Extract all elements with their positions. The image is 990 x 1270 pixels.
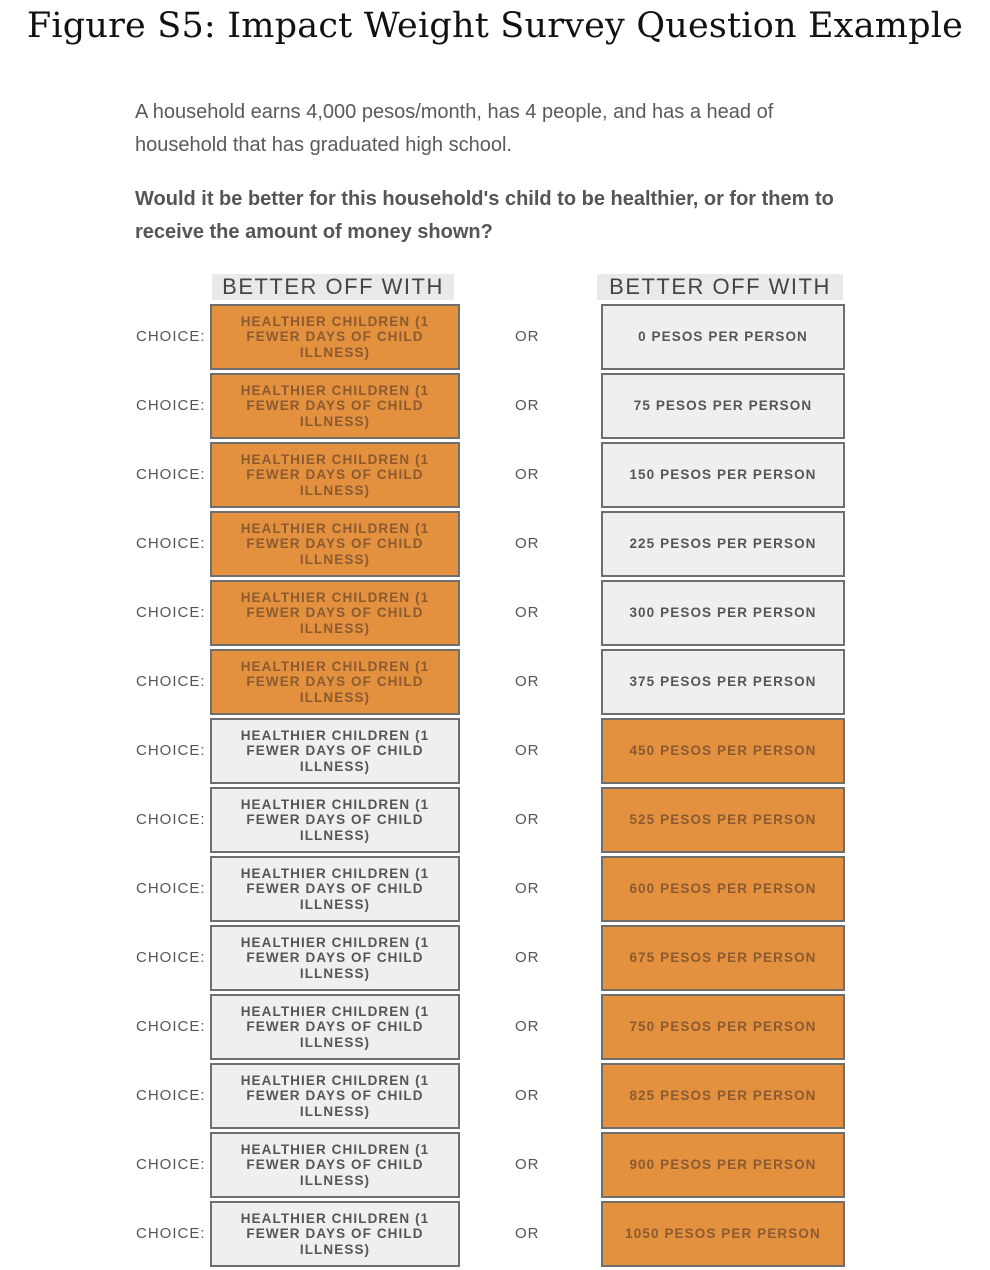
- survey-question: [135, 96, 875, 1257]
- money-option-label: 750 PESOS PER PERSON: [629, 1019, 817, 1035]
- choice-row: [135, 1063, 875, 1132]
- money-option-button[interactable]: [601, 442, 845, 508]
- choice-row: [135, 718, 875, 787]
- money-option-label: 525 PESOS PER PERSON: [629, 812, 817, 828]
- money-option-label: 675 PESOS PER PERSON: [629, 950, 817, 966]
- money-option-label: 375 PESOS PER PERSON: [629, 674, 817, 690]
- choice-label: CHOICE:: [136, 1156, 206, 1173]
- choice-row: [135, 442, 875, 511]
- money-option-button[interactable]: [601, 856, 845, 922]
- choice-label: CHOICE:: [136, 742, 206, 759]
- health-option-label: HEALTHIER CHILDREN (1 FEWER DAYS OF CHILD ILLNESS): [240, 589, 430, 636]
- money-option-label: 300 PESOS PER PERSON: [629, 605, 817, 621]
- money-option-button[interactable]: [601, 1132, 845, 1198]
- column-headers: [135, 274, 875, 300]
- or-separator: OR: [515, 604, 540, 621]
- or-separator: OR: [515, 535, 540, 552]
- health-option-label: HEALTHIER CHILDREN (1 FEWER DAYS OF CHILD ILLNESS): [240, 796, 430, 843]
- money-option-button[interactable]: [601, 304, 845, 370]
- choice-row: [135, 994, 875, 1063]
- health-option-button[interactable]: [210, 442, 460, 508]
- figure-title: Figure S5: Impact Weight Survey Question Example: [26, 6, 964, 46]
- health-option-label: HEALTHIER CHILDREN (1 FEWER DAYS OF CHILD ILLNESS): [240, 865, 430, 912]
- money-option-button[interactable]: [601, 787, 845, 853]
- health-option-button[interactable]: [210, 994, 460, 1060]
- money-option-button[interactable]: [601, 580, 845, 646]
- or-separator: OR: [515, 811, 540, 828]
- health-option-button[interactable]: [210, 718, 460, 784]
- money-option-button[interactable]: [601, 511, 845, 577]
- right-column-header: BETTER OFF WITH: [597, 274, 843, 300]
- choice-row: [135, 304, 875, 373]
- health-option-label: HEALTHIER CHILDREN (1 FEWER DAYS OF CHILD ILLNESS): [240, 382, 430, 429]
- or-separator: OR: [515, 1087, 540, 1104]
- money-option-label: 225 PESOS PER PERSON: [629, 536, 817, 552]
- choice-label: CHOICE:: [136, 466, 206, 483]
- money-option-label: 450 PESOS PER PERSON: [629, 743, 817, 759]
- left-column-header: BETTER OFF WITH: [212, 274, 454, 300]
- health-option-label: HEALTHIER CHILDREN (1 FEWER DAYS OF CHILD ILLNESS): [240, 451, 430, 498]
- health-option-button[interactable]: [210, 580, 460, 646]
- or-separator: OR: [515, 673, 540, 690]
- health-option-label: HEALTHIER CHILDREN (1 FEWER DAYS OF CHILD ILLNESS): [240, 727, 430, 774]
- health-option-label: HEALTHIER CHILDREN (1 FEWER DAYS OF CHILD ILLNESS): [240, 1210, 430, 1257]
- money-option-label: 150 PESOS PER PERSON: [629, 467, 817, 483]
- health-option-button[interactable]: [210, 649, 460, 715]
- household-description: A household earns 4,000 pesos/month, has 4 people, and has a head of household that has graduated high school.: [135, 101, 774, 156]
- choice-row: [135, 1201, 875, 1270]
- or-separator: OR: [515, 466, 540, 483]
- choice-label: CHOICE:: [136, 397, 206, 414]
- health-option-button[interactable]: [210, 925, 460, 991]
- money-option-button[interactable]: [601, 649, 845, 715]
- health-option-button[interactable]: [210, 1132, 460, 1198]
- health-option-button[interactable]: [210, 304, 460, 370]
- money-option-label: 600 PESOS PER PERSON: [629, 881, 817, 897]
- or-separator: OR: [515, 1018, 540, 1035]
- choice-row: [135, 856, 875, 925]
- choice-row: [135, 373, 875, 442]
- health-option-label: HEALTHIER CHILDREN (1 FEWER DAYS OF CHILD ILLNESS): [240, 520, 430, 567]
- money-option-button[interactable]: [601, 1063, 845, 1129]
- choice-label: CHOICE:: [136, 1225, 206, 1242]
- or-separator: OR: [515, 397, 540, 414]
- health-option-label: HEALTHIER CHILDREN (1 FEWER DAYS OF CHILD ILLNESS): [240, 934, 430, 981]
- money-option-button[interactable]: [601, 925, 845, 991]
- or-separator: OR: [515, 949, 540, 966]
- money-option-label: 75 PESOS PER PERSON: [633, 398, 813, 414]
- health-option-label: HEALTHIER CHILDREN (1 FEWER DAYS OF CHILD ILLNESS): [240, 313, 430, 360]
- choice-row: [135, 511, 875, 580]
- or-separator: OR: [515, 1225, 540, 1242]
- health-option-button[interactable]: [210, 787, 460, 853]
- survey-prompt: Would it be better for this household's child to be healthier, or for them to receive the amount of money shown?: [135, 188, 834, 243]
- or-separator: OR: [515, 742, 540, 759]
- money-option-button[interactable]: [601, 373, 845, 439]
- choice-row: [135, 649, 875, 718]
- money-option-label: 825 PESOS PER PERSON: [629, 1088, 817, 1104]
- choice-row: [135, 925, 875, 994]
- money-option-button[interactable]: [601, 718, 845, 784]
- choice-row: [135, 787, 875, 856]
- choice-label: CHOICE:: [136, 1087, 206, 1104]
- choice-row: [135, 1132, 875, 1201]
- choice-label: CHOICE:: [136, 604, 206, 621]
- health-option-button[interactable]: [210, 511, 460, 577]
- choice-label: CHOICE:: [136, 328, 206, 345]
- health-option-button[interactable]: [210, 1063, 460, 1129]
- health-option-button[interactable]: [210, 1201, 460, 1267]
- money-option-label: 1050 PESOS PER PERSON: [625, 1226, 821, 1242]
- choice-label: CHOICE:: [136, 949, 206, 966]
- money-option-label: 0 PESOS PER PERSON: [638, 329, 808, 345]
- health-option-label: HEALTHIER CHILDREN (1 FEWER DAYS OF CHILD ILLNESS): [240, 1141, 430, 1188]
- health-option-button[interactable]: [210, 856, 460, 922]
- money-option-button[interactable]: [601, 994, 845, 1060]
- health-option-label: HEALTHIER CHILDREN (1 FEWER DAYS OF CHILD ILLNESS): [240, 658, 430, 705]
- or-separator: OR: [515, 880, 540, 897]
- money-option-button[interactable]: [601, 1201, 845, 1267]
- choice-rows: [135, 304, 875, 1270]
- choice-label: CHOICE:: [136, 1018, 206, 1035]
- health-option-label: HEALTHIER CHILDREN (1 FEWER DAYS OF CHILD ILLNESS): [240, 1072, 430, 1119]
- or-separator: OR: [515, 1156, 540, 1173]
- choice-row: [135, 580, 875, 649]
- health-option-button[interactable]: [210, 373, 460, 439]
- choice-label: CHOICE:: [136, 673, 206, 690]
- money-option-label: 900 PESOS PER PERSON: [629, 1157, 817, 1173]
- choice-label: CHOICE:: [136, 535, 206, 552]
- choice-label: CHOICE:: [136, 880, 206, 897]
- or-separator: OR: [515, 328, 540, 345]
- choice-label: CHOICE:: [136, 811, 206, 828]
- health-option-label: HEALTHIER CHILDREN (1 FEWER DAYS OF CHILD ILLNESS): [240, 1003, 430, 1050]
